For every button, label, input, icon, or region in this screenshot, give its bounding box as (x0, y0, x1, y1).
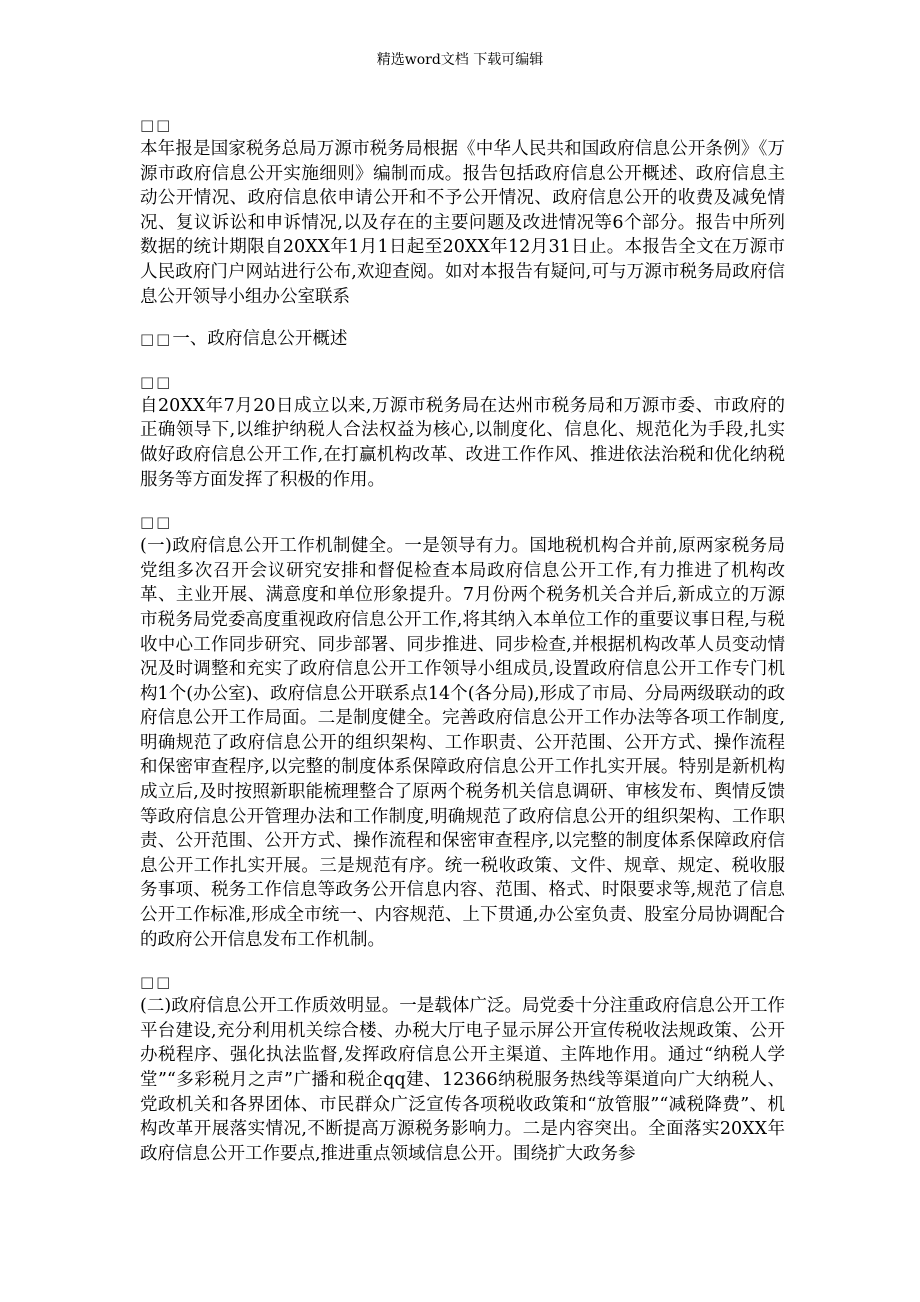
placeholder-glyph: □□ (140, 513, 173, 532)
overview-paragraph: 自20XX年7月20日成立以来,万源市税务局在达州市税务局和万源市委、市政府的正确领导下,以维护纳税人合法权益为核心,以制度化、信息化、规范化为手段,扎实做好政府信息公开工作,在打赢机构改革、改进工作作风、推进依法治税和优化纳税服务等方面发挥了积极的作用。 (140, 395, 785, 490)
placeholder-glyph: □□ (140, 116, 173, 134)
effect-paragraph: (二)政府信息公开工作质效明显。一是载体广泛。局党委十分注重政府信息公开工作平台建设,充分利用机关综合楼、办税大厅电子显示屏公开宣传税收法规政策、公开办税程序、强化执法监督,发挥政府信息公开主渠道、主阵地作用。通过“纳税人学堂”“多彩税月之声”广播和税企qq建、12366纳税服务热线等渠道向广大纳税人、党政机关和各界团体、市民群众广泛宣传各项税收政策和“放管服”“减税降费”、机构改革开展落实情况,不断提高万源税务影响力。二是内容突出。全面落实20XX年政府信息公开工作要点,推进重点领域信息公开。围绕扩大政务参 (140, 996, 785, 1164)
section-heading (140, 327, 785, 352)
section-heading-text: 一、政府信息公开概述 (172, 329, 348, 350)
mechanism-block (140, 510, 785, 952)
overview-block (140, 370, 785, 492)
intro-paragraph: 本年报是国家税务总局万源市税务局根据《中华人民共和国政府信息公开条例》《万源市政府信息公开实施细则》编制而成。报告包括政府信息公开概述、政府信息主动公开情况、政府信息依申请公开和不予公开情况、政府信息公开的收费及减免情况、复议诉讼和申诉情况,以及存在的主要问题及改进情况等6个部分。报告中所列数据的统计期限自20XX年1月1日起至20XX年12月31日止。本报告全文在万源市人民政府门户网站进行公布,欢迎查阅。如对本报告有疑问,可与万源市税务局政府信息公开领导小组办公室联系 (140, 139, 785, 307)
document-body (140, 113, 785, 1166)
placeholder-glyph: □□ (140, 372, 173, 391)
page-header: 精选word文档 下载可编辑 (376, 52, 544, 68)
effect-block (140, 970, 785, 1166)
placeholder-glyph: □□ (140, 973, 173, 992)
placeholder-glyph: □□ (140, 330, 173, 349)
mechanism-paragraph: (一)政府信息公开工作机制健全。一是领导有力。国地税机构合并前,原两家税务局党组多次召开会议研究安排和督促检查本局政府信息公开工作,有力推进了机构改革、主业开展、满意度和单位形象提升。7月份两个税务机关合并后,新成立的万源市税务局党委高度重视政府信息公开工作,将其纳入本单位工作的重要议事日程,与税收中心工作同步研究、同步部署、同步推进、同步检查,并根据机构改革人员变动情况及时调整和充实了政府信息公开工作领导小组成员,设置政府信息公开工作专门机构1个(办公室)、政府信息公开联系点14个(各分局),形成了市局、分局两级联动的政府信息公开工作局面。二是制度健全。完善政府信息公开工作办法等各项工作制度,明确规范了政府信息公开的组织架构、工作职责、公开范围、公开方式、操作流程和保密审查程序,以完整的制度体系保障政府信息公开工作扎实开展。特别是新机构成立后,及时按照新职能梳理整合了原两个税务机关信息调研、审核发布、舆情反馈等政府信息公开管理办法和工作制度,明确规范了政府信息公开的组织架构、工作职责、公开范围、公开方式、操作流程和保密审查程序,以完整的制度体系保障政府信息公开工作扎实开展。三是规范有序。统一税收政策、文件、规章、规定、税收服务事项、税务工作信息等政务公开信息内容、范围、格式、时限要求等,规范了信息公开工作标准,形成全市统一、内容规范、上下贯通,办公室负责、股室分局协调配合的政府公开信息发布工作机制。 (140, 536, 785, 950)
intro-block (140, 113, 785, 309)
